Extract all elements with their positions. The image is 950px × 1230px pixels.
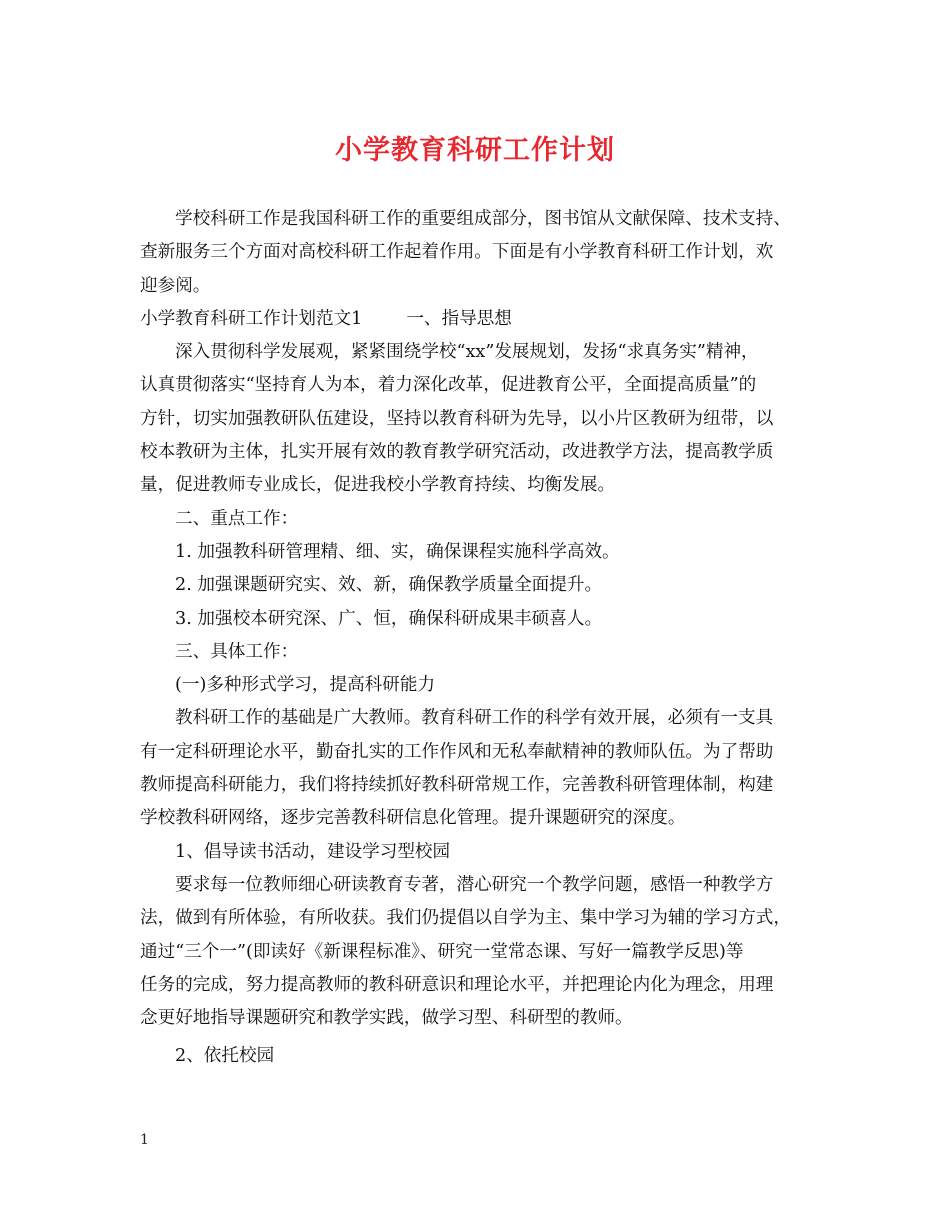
guiding-line: 校本教研为主体，扎实开展有效的教育教学研究活动，改进教学方法，提高教学质 [140,442,774,463]
guiding-line: 认真贯彻落实“坚持育人为本，着力深化改革，促进教育公平，全面提高质量”的 [140,375,757,396]
paragraph-2-line: 教科研工作的基础是广大教师。教育科研工作的科学有效开展，必须有一支具 [175,708,774,729]
section-line [140,303,830,336]
paragraph-3-line: 法，做到有所体验，有所收获。我们仍提倡以自学为主、集中学习为辅的学习方式， [140,908,791,929]
document-title: 小学教育科研工作计划 [335,135,615,166]
section-label: 小学教育科研工作计划范文1 [140,308,363,329]
paragraph-3-line: 任务的完成，努力提高教师的教科研意识和理论水平，并把理论内化为理念，用理 [140,974,774,995]
paragraph-3-line: 通过“三个一”(即读好《新课程标准》、研究一堂常态课、写好一篇教学反思)等 [140,941,744,962]
section-heading: 一、指导思想 [406,308,512,329]
paragraph-2-line: 学校教科研网络，逐步完善教科研信息化管理。提升课题研究的深度。 [140,808,686,829]
paragraph-3-line: 要求每一位教师细心研读教育专著，潜心研究一个教学问题，感悟一种教学方 [175,874,774,895]
guiding-line: 方针，切实加强教研队伍建设，坚持以教育科研为先导，以小片区教研为纽带，以 [140,408,774,429]
subsection-heading: (一)多种形式学习，提高科研能力 [175,675,436,696]
guiding-line: 深入贯彻科学发展观，紧紧围绕学校“xx”发展规划，发扬“求真务实”精神， [175,342,759,363]
paragraph-3-line: 念更好地指导课题研究和教学实践，做学习型、科研型的教师。 [140,1008,633,1029]
key-work-item: 1. 加强教科研管理精、细、实，确保课程实施科学高效。 [175,541,620,562]
intro-line: 学校科研工作是我国科研工作的重要组成部分，图书馆从文献保障、技术支持、 [175,209,791,229]
key-work-item: 3. 加强校本研究深、广、恒，确保科研成果丰硕喜人。 [175,608,603,629]
document-body [140,203,830,1074]
specific-work-heading: 三、具体工作： [175,641,299,662]
paragraph-2-line: 有一定科研理论水平，勤奋扎实的工作作风和无私奉献精神的教师队伍。为了帮助 [140,741,774,762]
guiding-line: 量，促进教师专业成长，促进我校小学教育持续、均衡发展。 [140,475,616,496]
intro-line: 查新服务三个方面对高校科研工作起着作用。下面是有小学教育科研工作计划，欢 [140,242,774,263]
page-number: 1 [140,1132,149,1148]
key-work-heading: 二、重点工作： [175,508,299,529]
paragraph-2-line: 教师提高科研能力，我们将持续抓好教科研常规工作，完善教科研管理体制，构建 [140,775,774,796]
key-work-item: 2. 加强课题研究实、效、新，确保教学质量全面提升。 [175,575,603,596]
intro-line: 迎参阅。 [140,275,211,296]
item-1-heading: 1、倡导读书活动，建设学习型校园 [175,841,451,862]
item-2-heading: 2、依托校园 [175,1046,275,1067]
